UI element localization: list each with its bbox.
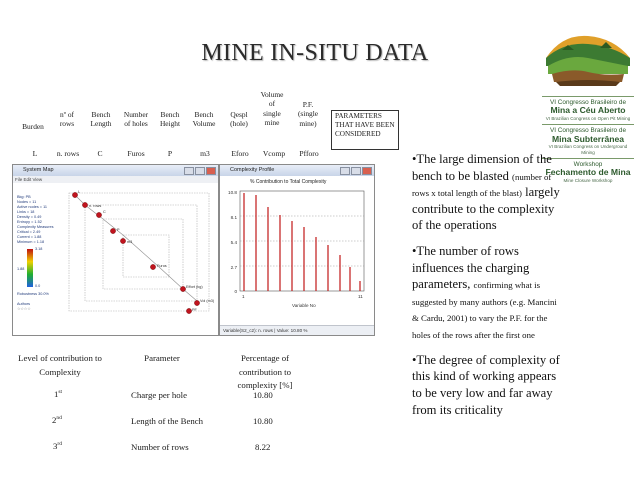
header-line: Complexity — [39, 366, 81, 377]
logo-text-line: VI Congresso Brasileiro de — [549, 99, 626, 106]
header-line: mine) — [299, 118, 317, 128]
scale-current-label: 1.88 — [17, 267, 25, 271]
header-line: (hole) — [230, 119, 248, 129]
legend-line: Current = 1.88 — [17, 234, 42, 239]
symbol-p: P — [167, 149, 173, 158]
system-map-window[interactable] — [12, 164, 219, 336]
open-pit-congress-logo — [542, 96, 634, 121]
minimize-icon[interactable] — [184, 167, 194, 175]
map-node[interactable] — [96, 212, 101, 217]
header-pf-single-mine — [291, 100, 325, 128]
header-line: mine — [264, 117, 280, 127]
info-line: Density = 0.49 — [17, 214, 42, 219]
row-value-2: 10.80 — [253, 416, 273, 426]
logo-text-line: VI Congresso Brasileiro de — [549, 127, 626, 135]
header-line: Bench — [160, 110, 180, 119]
logo-text-subtitle: VI Brazilian Congress on Open Pit Mining — [545, 115, 631, 121]
header-bench-length — [86, 110, 116, 129]
symbol-furos: Furos — [127, 149, 145, 158]
row-level-1 — [54, 389, 62, 399]
info-line: Bkg: PB — [17, 195, 31, 199]
window-titlebar[interactable] — [13, 165, 218, 176]
level-suffix: rd — [57, 441, 62, 448]
maximize-icon[interactable] — [195, 167, 205, 175]
x-axis-label: Variable No — [292, 303, 316, 308]
symbol-pfforo: Pfforo — [299, 149, 319, 158]
findings-bullet-list — [412, 151, 560, 427]
header-parameter: Parameter — [144, 353, 180, 363]
symbol-vcomp: Vcomp — [262, 149, 286, 158]
header-line: rows — [59, 119, 75, 129]
header-line: Length — [90, 119, 112, 129]
level-suffix: nd — [56, 415, 62, 422]
symbol-eforo: Eforo — [231, 149, 249, 158]
x-tick-start: 1 — [242, 294, 245, 299]
complexity-color-scale — [27, 249, 33, 287]
header-qespl — [224, 110, 254, 129]
map-node[interactable] — [150, 264, 155, 269]
symbol-m3: m3 — [200, 149, 210, 158]
node-label: L — [78, 190, 81, 194]
node-label: C — [103, 210, 106, 214]
logo-text-title: Mina Subterrânea — [551, 133, 625, 144]
header-line: Percentage of — [240, 353, 290, 363]
window-controls — [184, 167, 216, 175]
map-node[interactable] — [110, 228, 115, 233]
info-line: Nodes = 11 — [17, 199, 37, 204]
map-node[interactable] — [180, 286, 185, 291]
row-level-3 — [53, 441, 62, 451]
scale-bottom-label: 0.0 — [35, 284, 41, 288]
map-node[interactable] — [186, 308, 191, 313]
minimize-icon[interactable] — [340, 167, 350, 175]
close-icon[interactable] — [206, 167, 216, 175]
header-line: Volume — [192, 119, 216, 129]
authors-stars-icon: ☆☆☆☆ — [17, 307, 31, 311]
bullet-text: •The degree of complexity of this kind of working appears to be very low and far away from its criticality — [412, 352, 560, 417]
node-label: P — [117, 228, 120, 232]
header-line: Volume — [260, 90, 284, 99]
row-value-3: 8.22 — [255, 442, 271, 452]
bullet-text: •The number of rows influences the charging parameters, — [412, 244, 530, 292]
slide-title: MINE IN-SITU DATA — [201, 40, 429, 66]
info-line: Active nodes = 11 — [17, 204, 48, 209]
header-line: contribution to — [238, 366, 292, 377]
scale-top-label: 3.18 — [35, 247, 43, 251]
node-label: Effort (kg) — [186, 285, 203, 289]
bullet-text: •The large dimension of the bench to be blasted — [412, 152, 552, 183]
header-line: of holes — [124, 119, 148, 129]
window-menubar[interactable]: File Edit View — [13, 176, 218, 183]
row-parameter-1: Charge per hole — [131, 390, 188, 400]
header-line: P.F. — [302, 100, 314, 109]
header-number-holes — [119, 110, 153, 129]
header-line: (single — [297, 109, 319, 119]
header-line: Qespl — [230, 110, 248, 119]
robustness-label: Robustness 30.0% — [17, 292, 49, 296]
info-line: Links = 18 — [17, 209, 35, 214]
parameters-considered-box: PARAMETERS THAT HAVE BEEN CONSIDERED — [331, 110, 399, 150]
header-rows — [52, 110, 82, 129]
bullet-text: largely contribute to the complexity of the operations — [412, 185, 560, 233]
chart-subtitle: % Contribution to Total Complexity — [250, 179, 327, 185]
symbol-l: L — [32, 149, 38, 158]
legend-line: Critical = 2.49 — [17, 229, 41, 234]
window-controls — [340, 167, 372, 175]
bullet-note: confirming what is suggested by many authors (e.g. Mancini & Cardu, 2001) to vary the P.F. for the holes of the rows after the first one — [412, 280, 557, 341]
level-number: 2 — [52, 415, 57, 425]
legend-line: Minimum = 1.18 — [17, 239, 45, 244]
complexity-profile-chart[interactable] — [222, 185, 372, 315]
header-line: nº of — [60, 110, 74, 119]
map-info-box — [17, 195, 57, 225]
node-label: PF — [192, 308, 197, 312]
info-line: Entropy = 1.52 — [17, 219, 42, 224]
system-map-graph[interactable] — [65, 185, 215, 315]
y-tick: 10.8 — [228, 190, 237, 195]
y-tick: 0 — [234, 289, 237, 294]
header-line: Number — [123, 110, 149, 119]
authors-label: Authors — [17, 302, 31, 306]
header-line: of — [268, 99, 276, 109]
header-bench-volume — [189, 110, 219, 129]
header-line: Bench — [194, 110, 214, 119]
bullet-number-of-rows — [412, 243, 560, 343]
y-tick: 5.4 — [230, 240, 237, 245]
logo-text-line: Workshop — [573, 161, 603, 169]
level-number: 3 — [53, 441, 58, 451]
y-tick: 8.1 — [230, 215, 237, 220]
header-percentage — [226, 352, 304, 393]
close-icon[interactable] — [362, 167, 372, 175]
bullet-degree-of-complexity — [412, 352, 560, 418]
header-burden: Burden — [22, 122, 44, 131]
logo-text-subtitle: Mine Closure Workshop — [563, 177, 613, 183]
mine-landscape-logo-icon — [542, 28, 634, 88]
bullet-bench-dimension — [412, 151, 560, 234]
header-line: single — [263, 108, 281, 118]
header-line: Bench — [91, 110, 111, 119]
symbol-c: C — [97, 149, 103, 158]
logo-text-subtitle: VI Brazilian Congress on Underground Mining — [548, 144, 628, 155]
row-parameter-3: Number of rows — [131, 442, 189, 452]
map-node[interactable] — [72, 192, 77, 197]
complexity-legend — [17, 225, 59, 245]
header-volume-single-mine — [257, 90, 287, 127]
complexity-profile-window[interactable] — [219, 164, 375, 336]
map-node[interactable] — [194, 300, 199, 305]
window-title: Complexity Profile — [230, 167, 275, 173]
bullet-note: (number of rows x total length of the blast) — [412, 171, 552, 199]
legend-title: Complexity Measures — [17, 225, 54, 229]
maximize-icon[interactable] — [351, 167, 361, 175]
header-line: Level of contribution to — [18, 353, 102, 363]
level-number: 1 — [54, 389, 59, 399]
logo-text-title: Fechamento de Mina — [545, 167, 631, 178]
status-bar: Variable(S2_c2): n. rows | Value: 10.80 % — [220, 325, 374, 335]
map-node[interactable] — [82, 202, 87, 207]
header-line: complexity [%] — [237, 380, 293, 391]
row-value-1: 10.80 — [253, 390, 273, 400]
level-suffix: st — [58, 389, 63, 396]
header-bench-height — [155, 110, 185, 129]
window-titlebar[interactable] — [220, 165, 374, 176]
map-node[interactable] — [120, 238, 125, 243]
x-tick-end: 11 — [358, 294, 363, 299]
node-label: Furos — [157, 264, 167, 268]
row-parameter-2: Length of the Bench — [131, 416, 204, 426]
y-tick: 2.7 — [230, 265, 237, 270]
window-title: System Map — [23, 167, 54, 173]
header-level — [14, 352, 106, 379]
row-level-2 — [52, 415, 62, 425]
logo-text-title: Mina a Céu Aberto — [550, 105, 626, 116]
symbol-n-rows: n. rows — [56, 149, 80, 158]
node-label: m3 — [127, 240, 133, 244]
node-label: Vol (m3) — [200, 299, 215, 303]
node-label: n. rows — [89, 204, 102, 208]
header-line: Height — [159, 119, 181, 129]
